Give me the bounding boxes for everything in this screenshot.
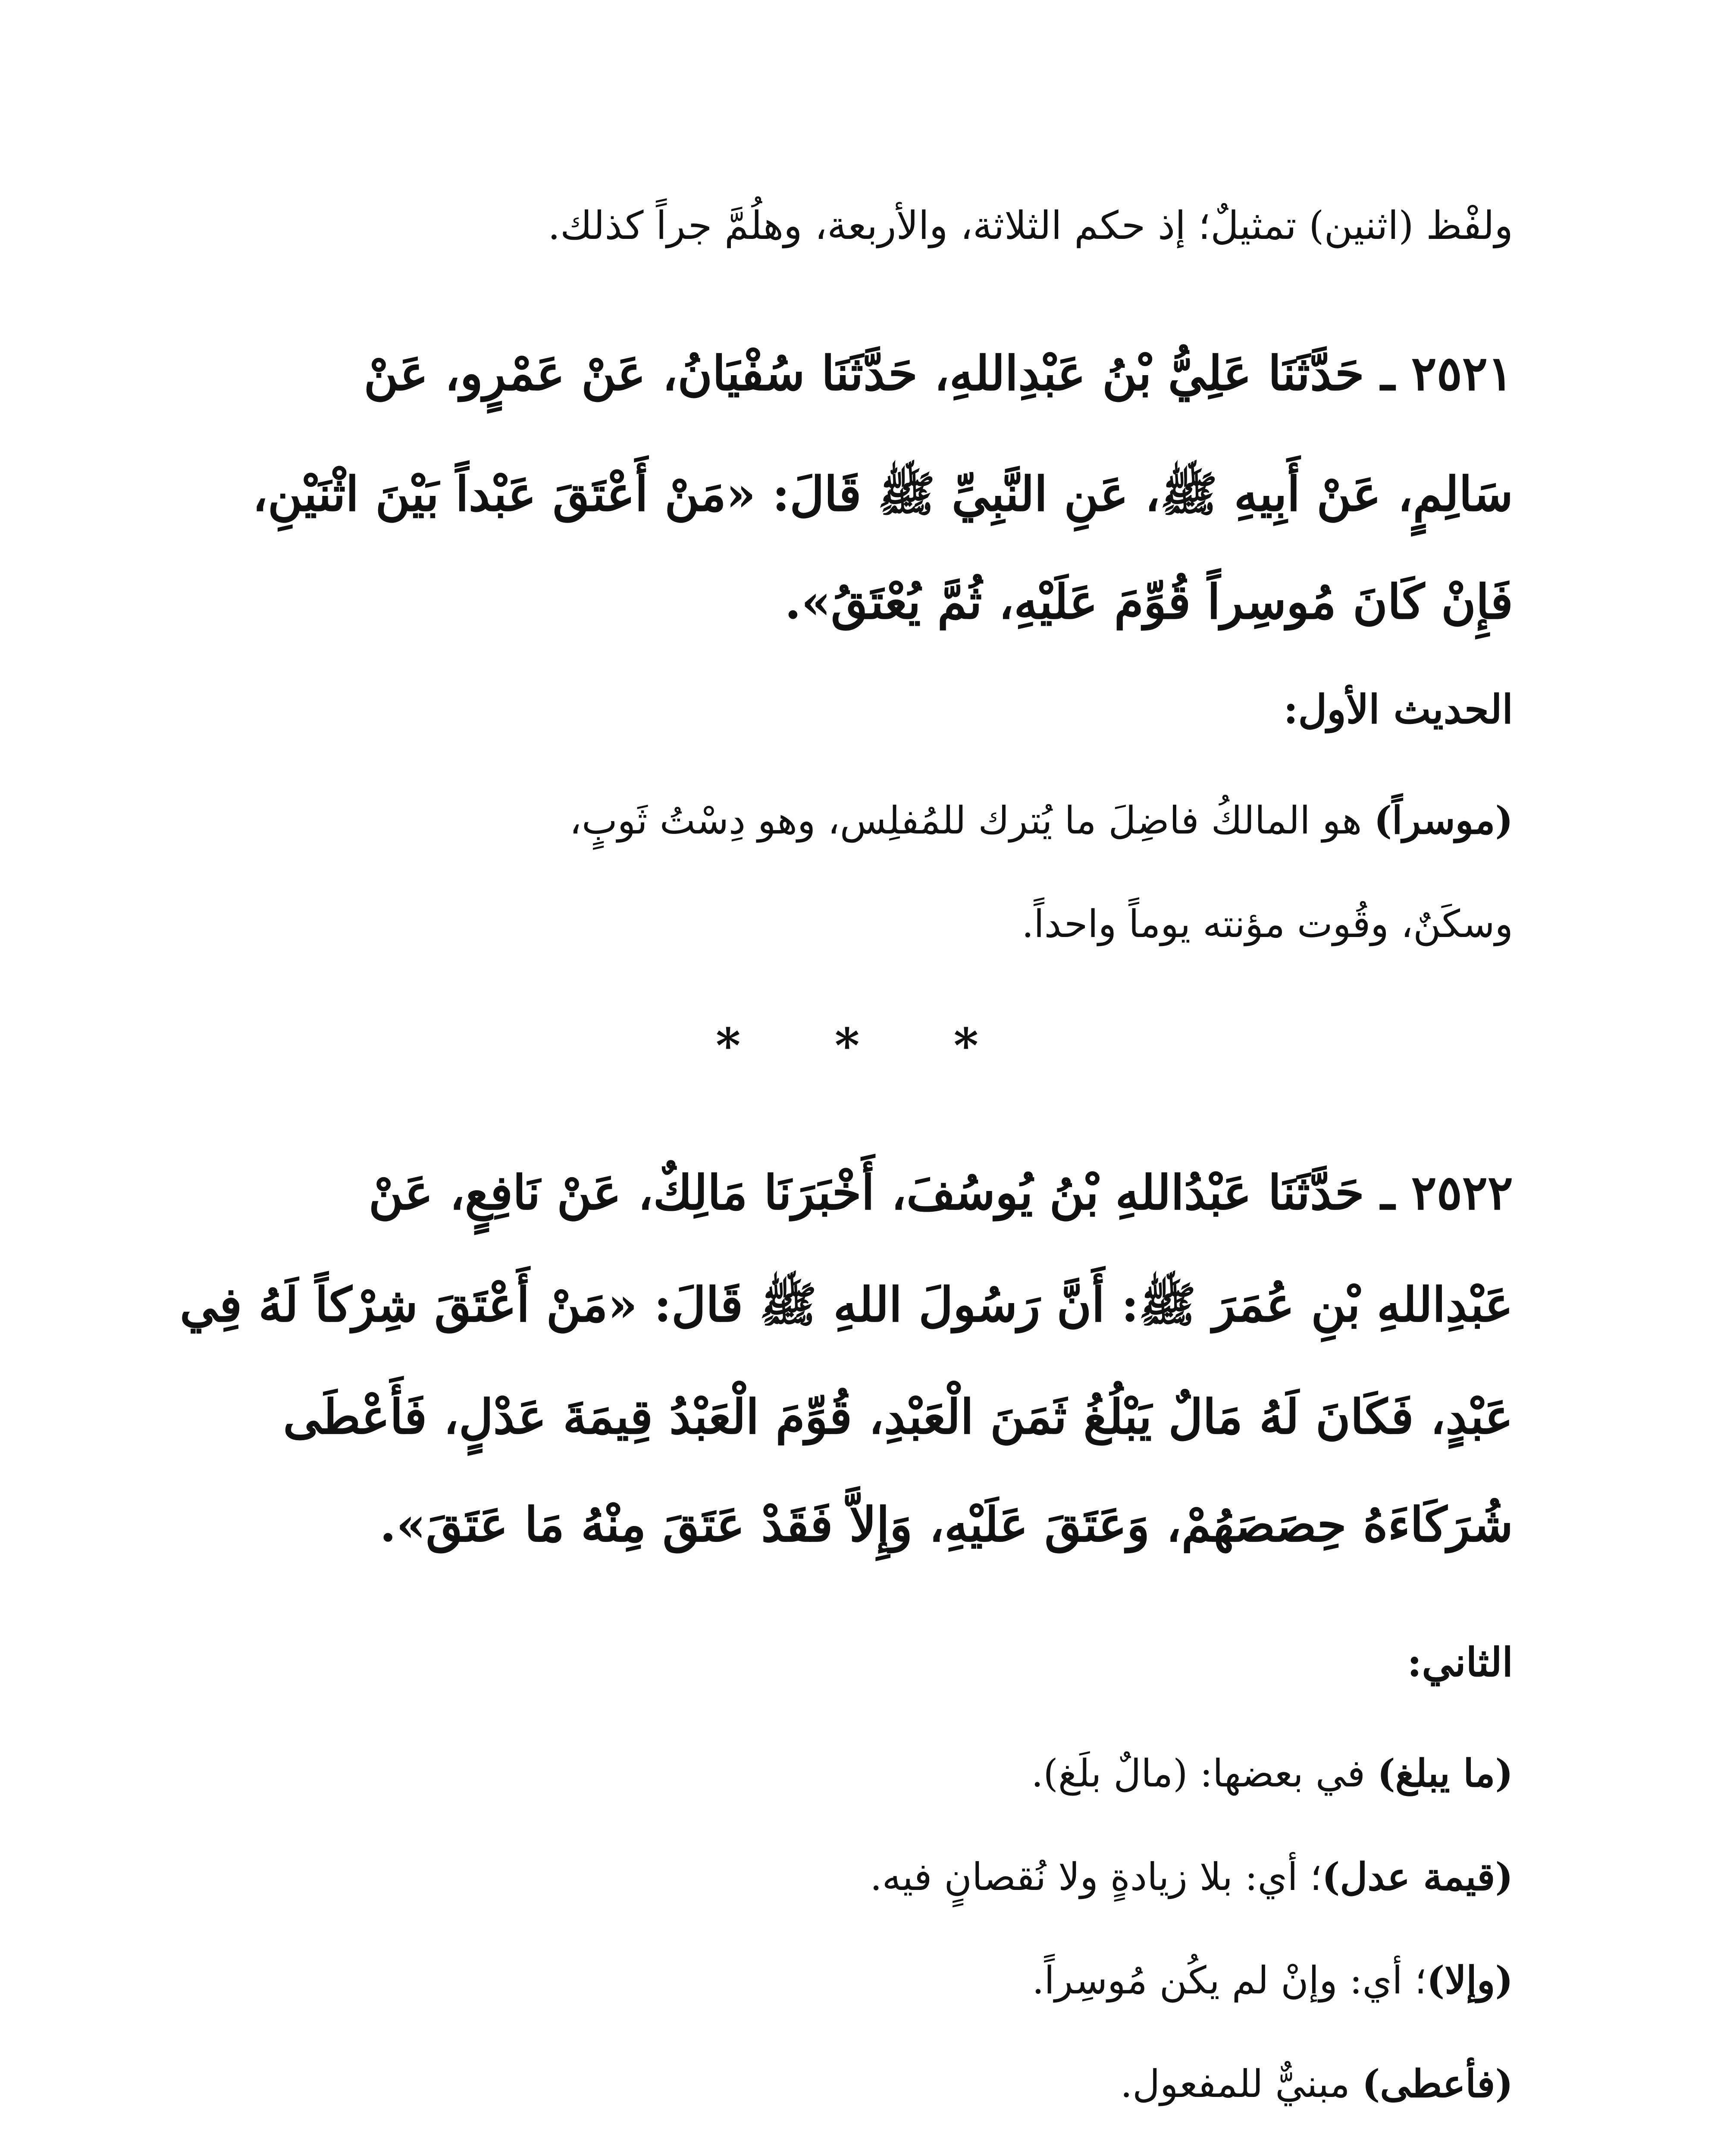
note-musiran-line-1 xyxy=(219,798,1513,843)
note-yablugh xyxy=(219,1751,1513,1796)
hadith-2522-line-4: شُرَكَاءَهُ حِصَصَهُمْ، وَعَتَقَ عَلَيْهِ، وَإِلاَّ فَقَدْ عَتَقَ مِنْهُ مَا عَتَقَ». xyxy=(379,1497,1513,1552)
note-musiran-line-2: وسكَنٌ، وقُوت مؤنته يوماً واحداً. xyxy=(1022,902,1513,946)
note-text: ؛ أي: وإنْ لم يكُن مُوسِراً. xyxy=(1032,1958,1427,2002)
note-aata xyxy=(219,2061,1513,2107)
note-term: (فأعطى) xyxy=(1362,2061,1513,2106)
note-term: (وإلا) xyxy=(1426,1958,1513,2002)
hadith-2522-line-1: ٢٥٢٢ ـ حَدَّثَنَا عَبْدُاللهِ بْنُ يُوسُفَ، أَخْبَرَنَا مَالِكٌ، عَنْ نَافِعٍ، عَنْ xyxy=(368,1165,1513,1220)
section-heading-second: الثاني: xyxy=(1407,1639,1513,1686)
hadith-2522-line-2: عَبْدِاللهِ بْنِ عُمَرَ ﷺ: أَنَّ رَسُولَ اللهِ ﷺ قَالَ: «مَنْ أَعْتَقَ شِرْكاً لَهُ فِي xyxy=(179,1277,1513,1332)
hadith-2521-line-3: فَإِنْ كَانَ مُوسِراً قُوِّمَ عَلَيْهِ، ثُمَّ يُعْتَقُ». xyxy=(784,574,1513,630)
hadith-2521-line-1: ٢٥٢١ ـ حَدَّثَنَا عَلِيُّ بْنُ عَبْدِاللهِ، حَدَّثَنَا سُفْيَانُ، عَنْ عَمْرٍو، عَنْ xyxy=(364,345,1513,401)
section-heading-first: الحديث الأول: xyxy=(1283,686,1513,733)
note-term: (قيمة عدل) xyxy=(1322,1854,1513,1899)
note-text: ؛ أي: بلا زيادةٍ ولا نُقصانٍ فيه. xyxy=(870,1855,1322,1899)
intro-text-line: ولفْظ (اثنين) تمثيلٌ؛ إذ حكم الثلاثة، والأربعة، وهلُمَّ جراً كذلك. xyxy=(548,203,1513,248)
note-text: في بعضها: (مالٌ بلَغ). xyxy=(1031,1751,1378,1796)
hadith-2522-line-3: عَبْدٍ، فَكَانَ لَهُ مَالٌ يَبْلُغُ ثَمَنَ الْعَبْدِ، قُوِّمَ الْعَبْدُ قِيمَةَ عَدْلٍ، فَأَعْطَى xyxy=(283,1389,1513,1445)
section-separator: * * * xyxy=(715,1018,1018,1073)
note-text: مبنيٌّ للمفعول. xyxy=(1120,2062,1362,2106)
hadith-2521-line-2: سَالِمٍ، عَنْ أَبِيهِ ﷺ، عَنِ النَّبِيِّ ﷺ قَالَ: «مَنْ أَعْتَقَ عَبْداً بَيْنَ اثْنَيْنِ، xyxy=(252,466,1513,522)
note-qima xyxy=(219,1854,1513,1900)
note-term: (ما يبلغ) xyxy=(1377,1751,1513,1796)
note-term: (موسراً) xyxy=(1374,798,1513,843)
note-text: هو المالكُ فاضِلَ ما يُترك للمُفلِس، وهو دِسْتُ ثَوبٍ، xyxy=(569,798,1374,843)
note-illa xyxy=(219,1958,1513,2003)
